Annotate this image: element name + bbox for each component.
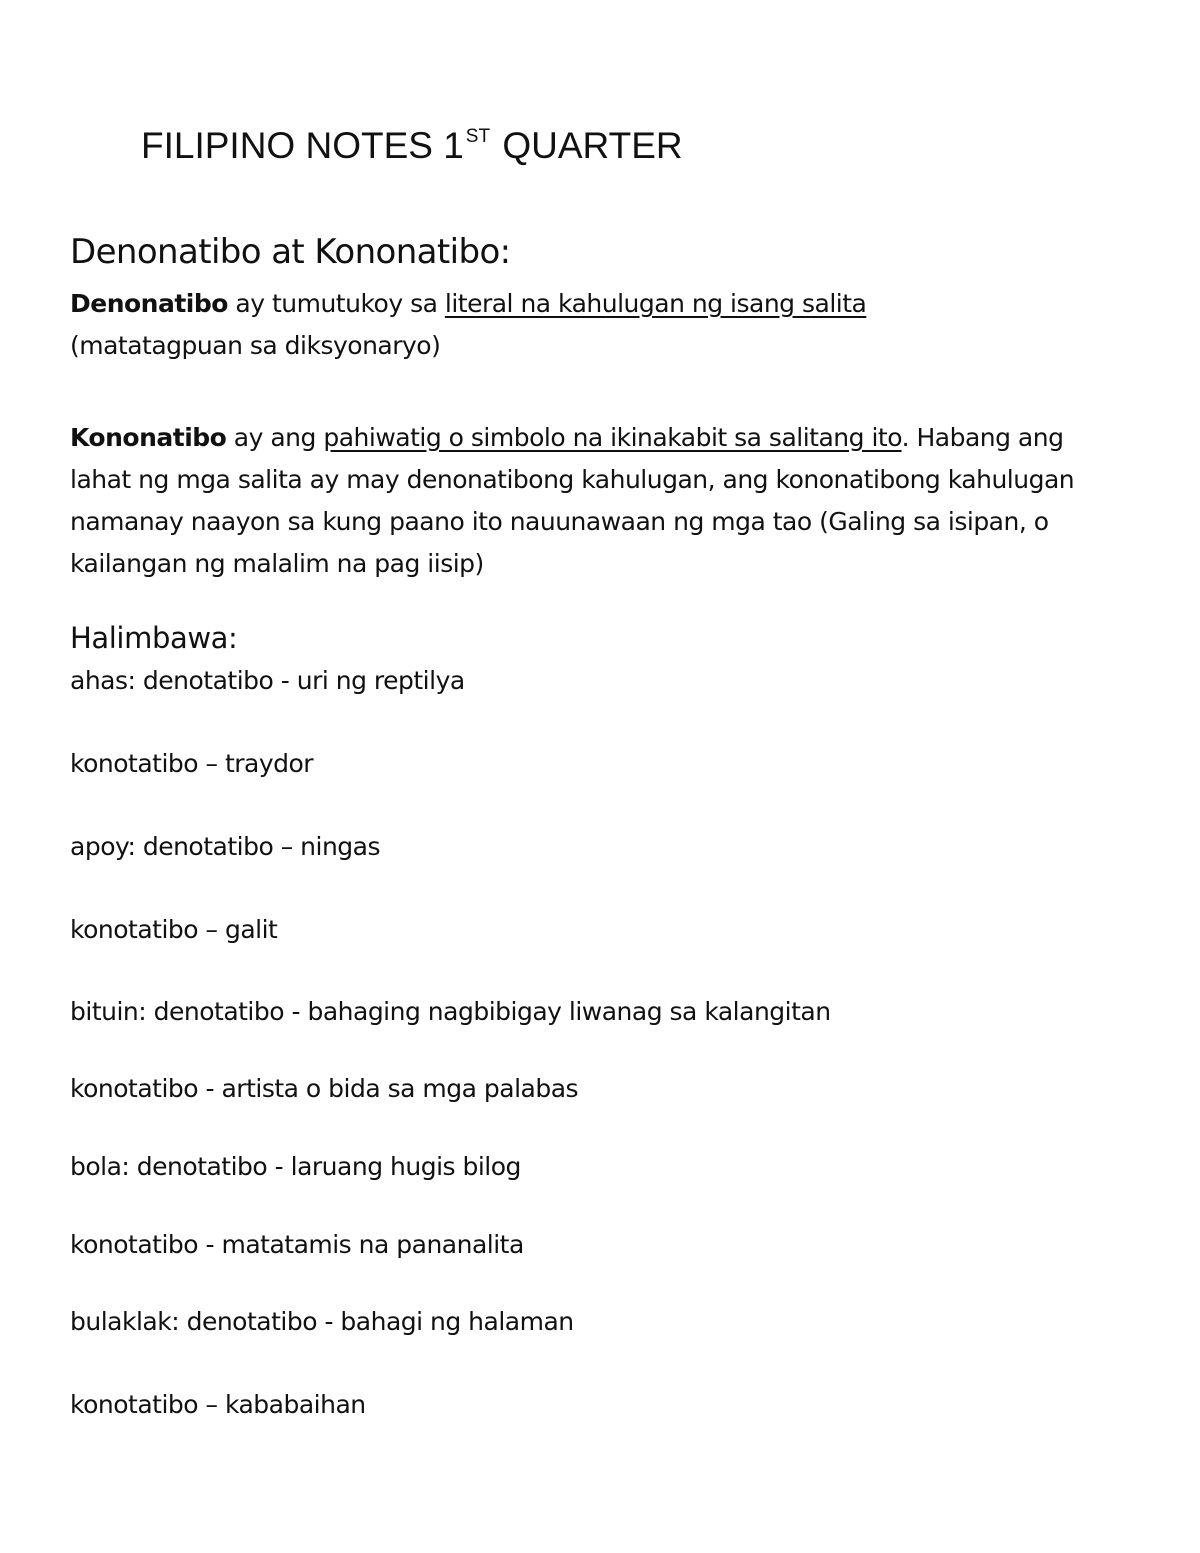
document-title [141,122,683,177]
title-end: QUARTER [492,125,683,166]
kononatibo-definition [70,417,1130,585]
example-line: konotatibo – traydor [70,749,314,778]
denonatibo-definition [70,283,1150,367]
example-line: bulaklak: denotatibo - bahagi ng halaman [70,1307,574,1336]
example-line: konotatibo - artista o bida sa mga palabas [70,1074,579,1103]
kononatibo-text: ay ang [226,423,324,452]
kononatibo-text-after: . Habang ang lahat ng mga salita ay may denonatibong kahulugan, ang kononatibong kahulugan namanay naayon sa kung paano ito nauunawaan ng mga tao (Galing sa isipan, o kailangan ng malalim na pag iisip) [70,423,1075,578]
example-line: bituin: denotatibo - bahaging nagbibigay liwanag sa kalangitan [70,997,831,1026]
title-main: FILIPINO NOTES 1 [141,125,464,166]
kononatibo-underlined: pahiwatig o simbolo na ikinakabit sa salitang ito [323,423,902,452]
kononatibo-term: Kononatibo [70,423,227,452]
example-line: bola: denotatibo - laruang hugis bilog [70,1152,521,1181]
example-line: apoy: denotatibo – ningas [70,832,380,861]
example-line: konotatibo - matatamis na pananalita [70,1230,524,1259]
examples-heading: Halimbawa: [70,621,238,655]
example-line: konotatibo – kababaihan [70,1390,366,1419]
denonatibo-underlined: literal na kahulugan ng isang salita [444,289,867,318]
example-line: konotatibo – galit [70,915,278,944]
title-superscript: ST [465,126,491,147]
denonatibo-text: ay tumutukoy sa [227,289,445,318]
denonatibo-term: Denonatibo [70,289,228,318]
denonatibo-note: (matatagpuan sa diksyonaryo) [70,331,441,360]
section-heading: Denonatibo at Kononatibo: [70,232,511,272]
example-line: ahas: denotatibo - uri ng reptilya [70,666,465,695]
